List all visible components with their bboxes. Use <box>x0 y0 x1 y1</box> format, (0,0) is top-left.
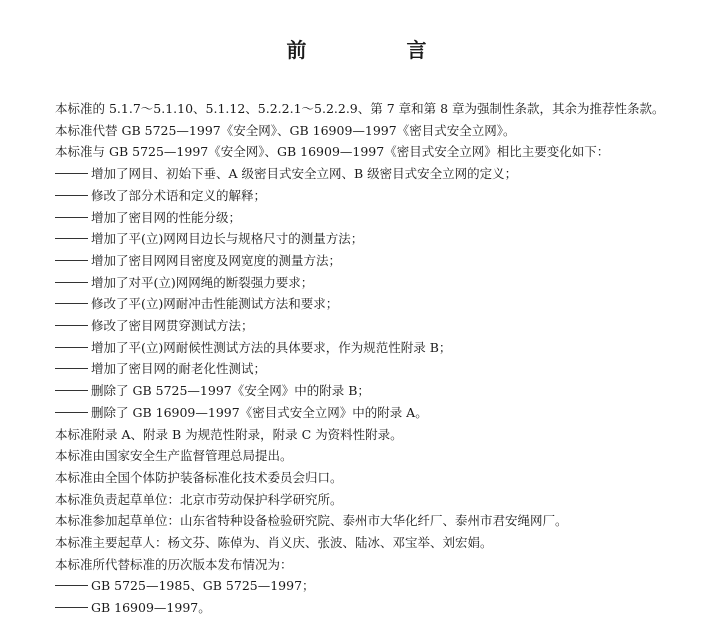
list-item-change: 增加了平(立)网耐候性测试方法的具体要求，作为规范性附录 B； <box>30 337 680 359</box>
list-item-change: 删除了 GB 16909—1997《密目式安全立网》中的附录 A。 <box>30 402 680 424</box>
dash-marker <box>55 177 91 178</box>
paragraph-changes-intro: 本标准与 GB 5725—1997《安全网》、GB 16909—1997《密目式安全立网》相比主要变化如下： <box>55 144 610 160</box>
paragraph-mandatory-clauses: 本标准的 5.1.7～5.1.10、5.1.12、5.2.2.1～5.2.2.9、第 7 章和第 8 章为强制性条款，其余为推荐性条款。 <box>55 101 665 116</box>
paragraph-main-authors: 本标准主要起草人：杨文芬、陈倬为、肖义庆、张波、陆冰、邓宝举、刘宏娟。 <box>55 535 493 551</box>
dash-marker <box>55 199 91 200</box>
paragraph-replaces: 本标准代替 GB 5725—1997《安全网》、GB 16909—1997《密目式安全立网》。 <box>55 122 516 138</box>
list-item-change: 增加了对平(立)网网绳的断裂强力要求； <box>30 272 680 294</box>
list-item-change: 修改了平(立)网耐冲击性能测试方法和要求； <box>30 293 680 315</box>
dash-marker <box>55 351 91 352</box>
paragraph-history-intro: 本标准所代替标准的历次版本发布情况为： <box>55 556 293 572</box>
dash-marker <box>55 307 91 308</box>
dash-marker <box>55 242 91 243</box>
dash-marker <box>55 611 91 612</box>
paragraph-technical-committee: 本标准由全国个体防护装备标准化技术委员会归口。 <box>55 469 343 485</box>
dash-marker <box>55 372 91 373</box>
dash-marker <box>55 589 91 590</box>
list-item-change: 增加了密目网网目密度及网宽度的测量方法； <box>30 250 680 272</box>
list-item-change: 增加了密目网的性能分级； <box>30 207 680 229</box>
paragraph-participating-drafters: 本标准参加起草单位：山东省特种设备检验研究院、泰州市大华化纤厂、泰州市君安绳网厂。 <box>55 513 568 529</box>
dash-marker <box>55 416 91 417</box>
document-body <box>30 98 680 619</box>
list-item-change: 修改了密目网贯穿测试方法； <box>30 315 680 337</box>
list-item-change: 修改了部分术语和定义的解释； <box>30 185 680 207</box>
dash-marker <box>55 329 91 330</box>
dash-marker <box>55 394 91 395</box>
list-item-change: 增加了密目网的耐老化性测试； <box>30 358 680 380</box>
list-item-history: GB 5725—1985、GB 5725—1997； <box>30 575 680 597</box>
list-item-change: 增加了平(立)网网目边长与规格尺寸的测量方法； <box>30 228 680 250</box>
page-title: 前 言 <box>286 38 467 62</box>
dash-marker <box>55 286 91 287</box>
dash-marker <box>55 264 91 265</box>
list-item-change: 增加了网目、初始下垂、A 级密目式安全立网、B 级密目式安全立网的定义； <box>30 163 680 185</box>
list-item-change: 删除了 GB 5725—1997《安全网》中的附录 B； <box>30 380 680 402</box>
dash-marker <box>55 221 91 222</box>
paragraph-lead-drafter: 本标准负责起草单位：北京市劳动保护科学研究所。 <box>55 491 343 507</box>
paragraph-annex-types: 本标准附录 A、附录 B 为规范性附录，附录 C 为资料性附录。 <box>55 426 403 442</box>
paragraph-proposed-by: 本标准由国家安全生产监督管理总局提出。 <box>55 448 293 464</box>
list-item-history: GB 16909—1997。 <box>30 597 680 619</box>
